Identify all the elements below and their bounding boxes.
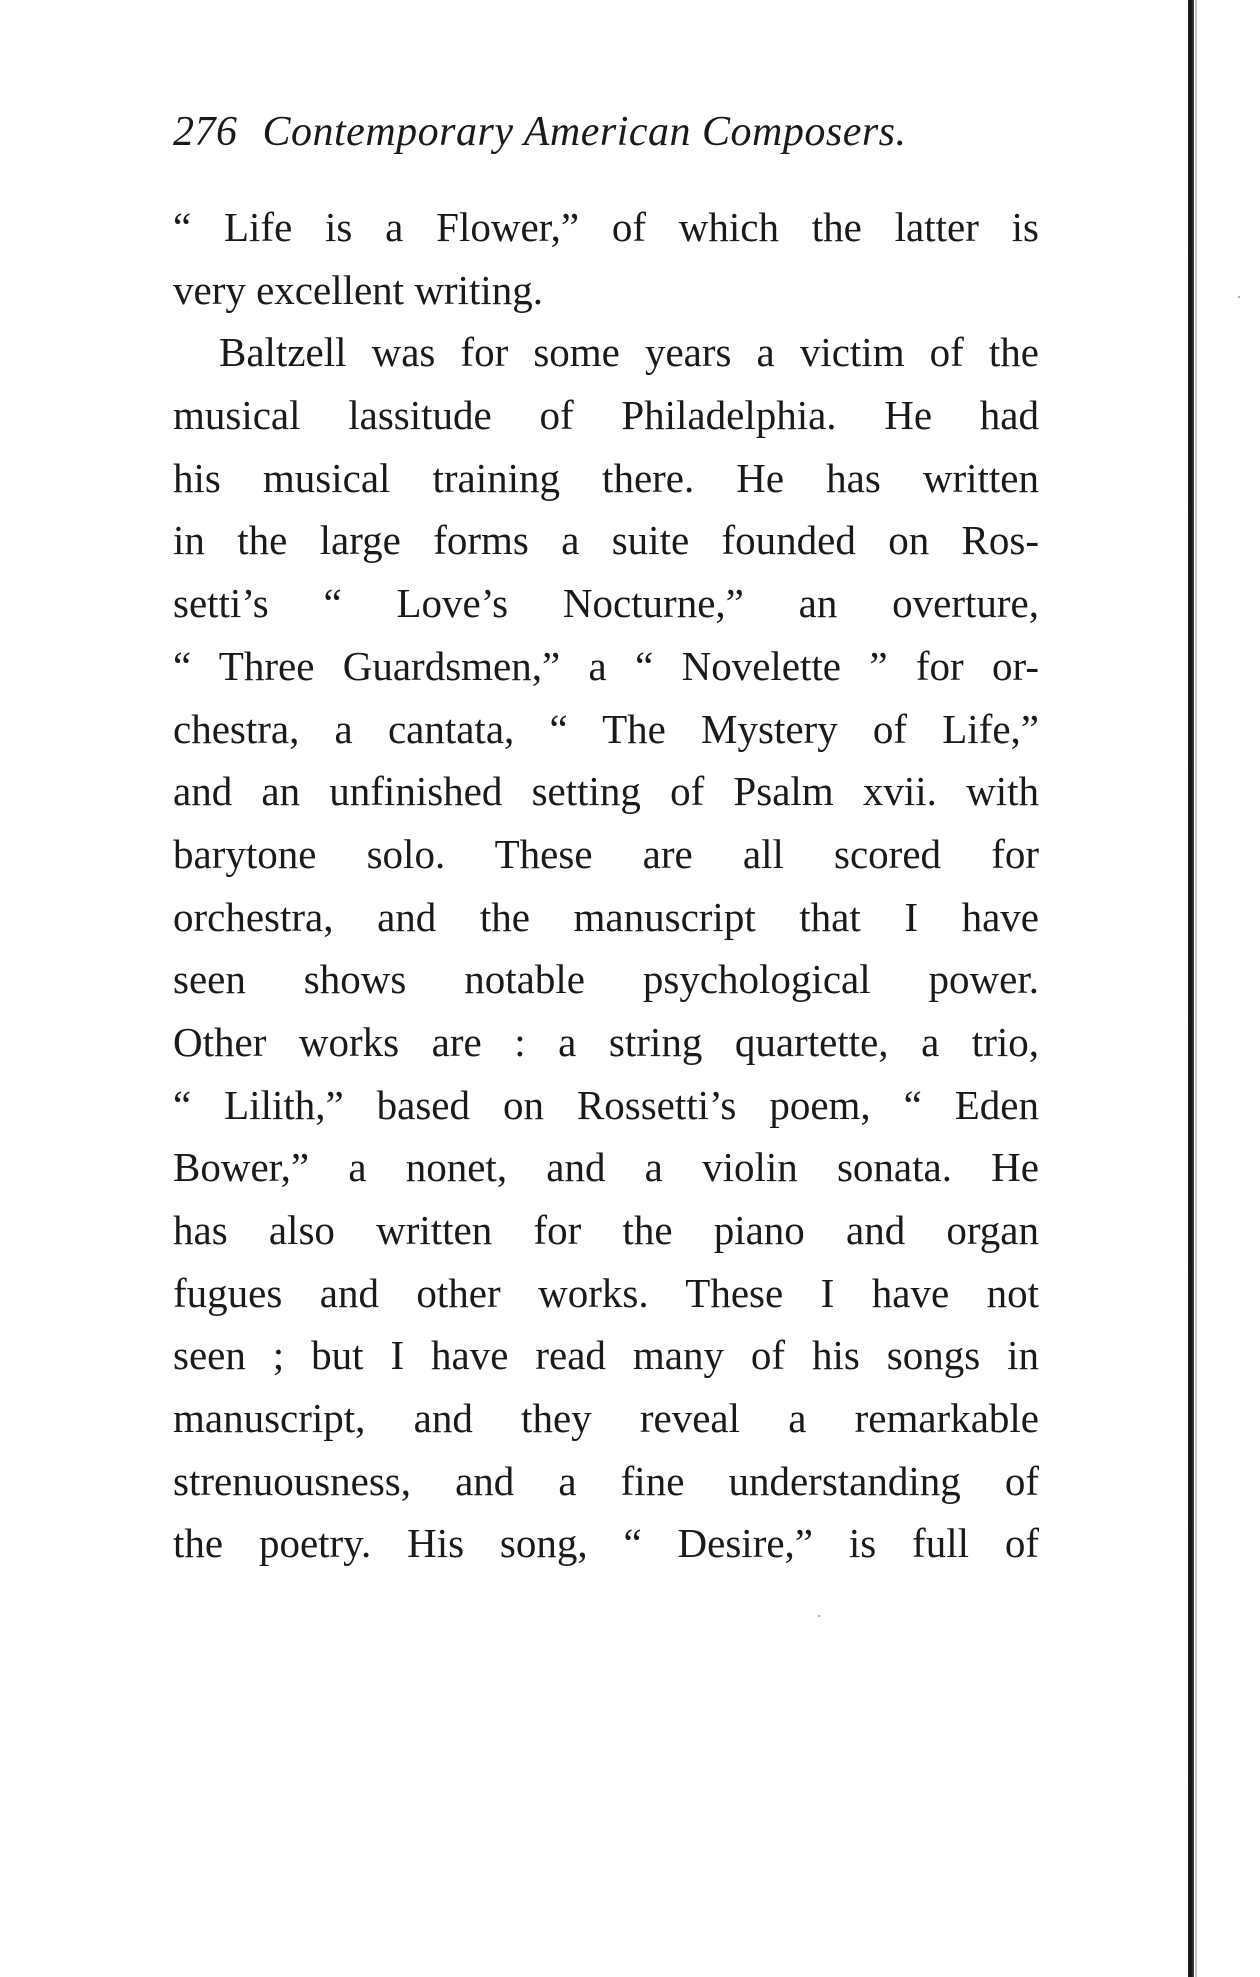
- text-line: fugues and other works. These I have not: [173, 1269, 1039, 1316]
- text-line: chestra, a cantata, “ The Mystery of Life,”: [173, 705, 1039, 752]
- running-header: [173, 104, 907, 160]
- text-line: Other works are : a string quartette, a trio,: [173, 1018, 1039, 1065]
- running-title: Contemporary American Composers.: [262, 109, 907, 155]
- text-line: the poetry. His song, “ Desire,” is full of: [173, 1520, 1039, 1567]
- text-line: seen ; but I have read many of his songs in: [173, 1332, 1039, 1379]
- text-line: and an unfinished setting of Psalm xvii. with: [173, 768, 1039, 815]
- text-line: strenuousness, and a fine understanding of: [173, 1457, 1039, 1504]
- text-line: orchestra, and the manuscript that I have: [173, 893, 1039, 940]
- paper-speck: [818, 1615, 820, 1617]
- text-line: his musical training there. He has written: [173, 454, 1039, 501]
- text-line: barytone solo. These are all scored for: [173, 830, 1039, 877]
- page-number: 276: [173, 109, 238, 155]
- text-line: Bower,” a nonet, and a violin sonata. He: [173, 1144, 1039, 1191]
- page-binding-shadow: [1195, 0, 1197, 1977]
- body-text: [173, 196, 1039, 1575]
- text-line: musical lassitude of Philadelphia. He had: [173, 392, 1039, 439]
- text-line: setti’s “ Love’s Nocturne,” an overture,: [173, 580, 1039, 627]
- text-line: “ Three Guardsmen,” a “ Novelette ” for or-: [173, 642, 1039, 689]
- paper-speck: [1238, 296, 1240, 298]
- text-line: “ Life is a Flower,” of which the latter is: [173, 204, 1039, 250]
- text-line: has also written for the piano and organ: [173, 1207, 1039, 1253]
- text-line: in the large forms a suite founded on Ros-: [173, 517, 1039, 564]
- page-binding-edge: [1188, 0, 1194, 1977]
- text-line: manuscript, and they reveal a remarkable: [173, 1395, 1039, 1442]
- text-line: Baltzell was for some years a victim of the: [219, 329, 1039, 376]
- text-line: seen shows notable psychological power.: [173, 956, 1039, 1003]
- text-line: “ Lilith,” based on Rossetti’s poem, “ Eden: [173, 1081, 1039, 1128]
- text-line: very excellent writing.: [173, 266, 544, 313]
